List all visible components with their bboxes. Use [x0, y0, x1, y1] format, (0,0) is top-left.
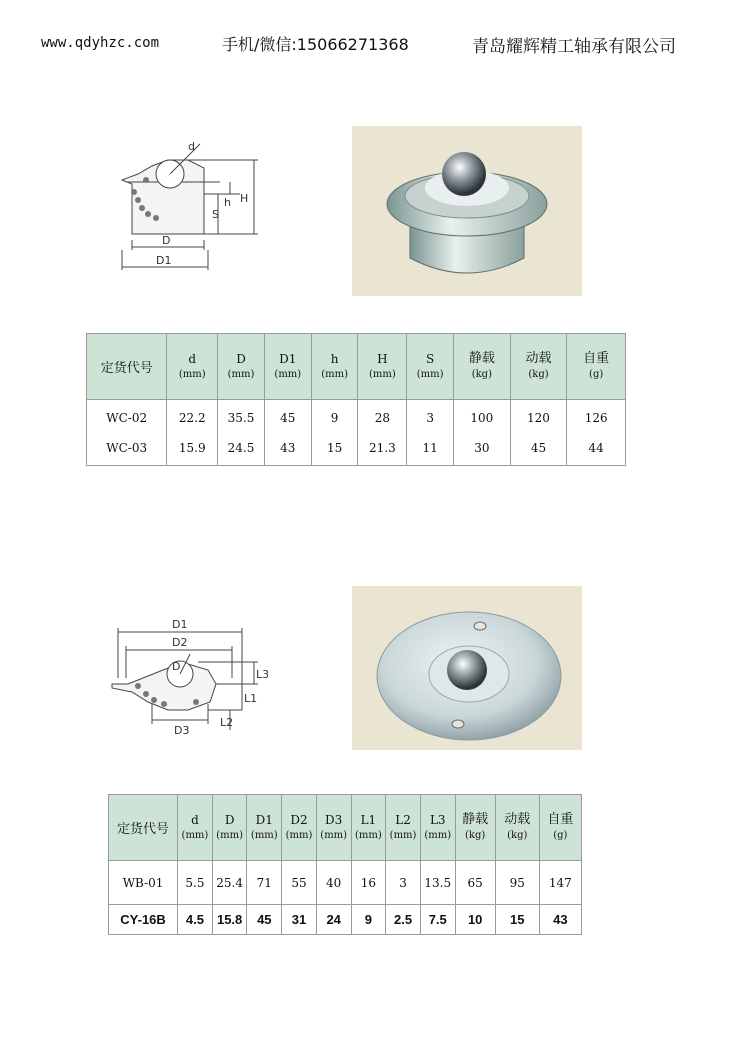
col-D1: D1 (mm) — [247, 795, 282, 861]
col-S: S (mm) — [407, 334, 454, 400]
table-row — [109, 905, 582, 935]
value-cell: 7.5 — [420, 905, 455, 935]
value-cell: 2.5 — [386, 905, 421, 935]
label-d: d — [188, 140, 195, 153]
value-cell: 45 43 — [264, 400, 311, 466]
value-cell: 65 — [455, 861, 495, 905]
value-cell: 15.8 — [212, 905, 247, 935]
value-cell: 40 — [316, 861, 351, 905]
phone-wechat: 手机/微信:15066271368 — [222, 35, 409, 54]
value-cell: 9 — [351, 905, 386, 935]
col-dynamic-load: 动载 (kg) — [510, 334, 567, 400]
value-cell: 10 — [455, 905, 495, 935]
wc-spec-table — [86, 333, 626, 466]
label-L2: L2 — [220, 716, 234, 729]
value-cell: 13.5 — [420, 861, 455, 905]
label-S: S — [212, 208, 219, 221]
value-cell: 25.4 — [212, 861, 247, 905]
wb-product-photo — [352, 586, 582, 750]
value-cell: 3 11 — [407, 400, 454, 466]
value-cell: 24 — [316, 905, 351, 935]
label-H: H — [240, 192, 249, 205]
value-cell: 45 — [247, 905, 282, 935]
col-d: d (mm) — [167, 334, 218, 400]
code-header: 定货代号 — [87, 334, 167, 400]
code-cell: CY-16B — [109, 905, 178, 935]
label-h: h — [224, 196, 231, 209]
value-cell: 95 — [495, 861, 539, 905]
value-cell: 4.5 — [178, 905, 213, 935]
col-D: D (mm) — [212, 795, 247, 861]
value-cell: 120 45 — [510, 400, 567, 466]
wc-product-photo — [352, 126, 582, 296]
label-D1: D1 — [172, 618, 188, 631]
col-static-load: 静载 (kg) — [454, 334, 511, 400]
label-D3: D3 — [174, 724, 190, 737]
company-name: 青岛耀辉精工轴承有限公司 — [472, 37, 676, 57]
value-cell: 5.5 — [178, 861, 213, 905]
label-L1: L1 — [244, 692, 258, 705]
wc-technical-drawing — [108, 122, 272, 280]
label-D: D — [162, 234, 171, 247]
col-weight: 自重 (g) — [539, 795, 581, 861]
code-cell: WC-02 WC-03 — [87, 400, 167, 466]
value-cell: 55 — [282, 861, 317, 905]
website-url[interactable]: www.qdyhzc.com — [41, 35, 160, 51]
col-H: H (mm) — [358, 334, 407, 400]
value-cell: 43 — [539, 905, 581, 935]
value-cell: 31 — [282, 905, 317, 935]
wb-technical-drawing — [108, 612, 272, 742]
col-L3: L3 (mm) — [420, 795, 455, 861]
label-D2: D2 — [172, 636, 188, 649]
value-cell: 15 — [495, 905, 539, 935]
col-L2: L2 (mm) — [386, 795, 421, 861]
col-static-load: 静载 (kg) — [455, 795, 495, 861]
code-cell: WB-01 — [109, 861, 178, 905]
col-D: D (mm) — [218, 334, 265, 400]
value-cell: 147 — [539, 861, 581, 905]
value-cell: 28 21.3 — [358, 400, 407, 466]
col-d: d (mm) — [178, 795, 213, 861]
label-L3: L3 — [256, 668, 270, 681]
col-D1: D1 (mm) — [264, 334, 311, 400]
col-D3: D3 (mm) — [316, 795, 351, 861]
label-D: D — [172, 660, 181, 673]
value-cell: 35.5 24.5 — [218, 400, 265, 466]
col-h: h (mm) — [311, 334, 358, 400]
value-cell: 100 30 — [454, 400, 511, 466]
col-L1: L1 (mm) — [351, 795, 386, 861]
col-dynamic-load: 动载 (kg) — [495, 795, 539, 861]
table-row — [109, 861, 582, 905]
value-cell: 71 — [247, 861, 282, 905]
value-cell: 16 — [351, 861, 386, 905]
value-cell: 22.2 15.9 — [167, 400, 218, 466]
value-cell: 9 15 — [311, 400, 358, 466]
value-cell: 126 44 — [567, 400, 626, 466]
col-weight: 自重 (g) — [567, 334, 626, 400]
value-cell: 3 — [386, 861, 421, 905]
wb-spec-table — [108, 794, 582, 935]
label-D1: D1 — [156, 254, 172, 267]
col-D2: D2 (mm) — [282, 795, 317, 861]
code-header: 定货代号 — [109, 795, 178, 861]
